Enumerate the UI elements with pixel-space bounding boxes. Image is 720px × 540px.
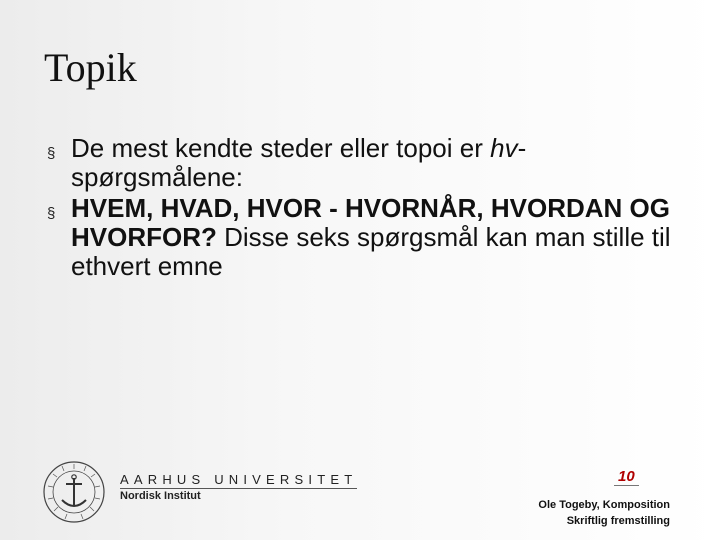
- author-line: Ole Togeby, Komposition: [538, 499, 670, 511]
- bullet-bold-text: HVEM, HVAD, HVOR - HVORNÅR, HVORDAN OG HVORFOR?: [71, 193, 670, 252]
- bullet-item: [46, 194, 686, 281]
- bullet-marker: §: [47, 145, 56, 162]
- university-block: [120, 472, 357, 502]
- author-credit: [538, 497, 670, 529]
- university-seal-icon: [42, 456, 122, 528]
- subtitle-line: Skriftlig fremstilling: [566, 515, 670, 527]
- bullet-text: De mest kendte steder eller topoi er: [71, 133, 491, 163]
- bullet-text-continued: -spørgsmålene:: [71, 133, 527, 192]
- university-name: AARHUS UNIVERSITET: [120, 472, 358, 487]
- bullet-text-continued: Disse seks spørgsmål kan man stille til ethvert emne: [71, 222, 671, 281]
- bullet-marker: §: [47, 205, 56, 222]
- bullet-italic-text: hv: [490, 133, 518, 163]
- bullet-list: [46, 134, 686, 283]
- institute-name: Nordisk Institut: [120, 490, 201, 502]
- page-number: 10: [614, 468, 639, 486]
- slide-title: Topik: [44, 45, 137, 90]
- bullet-item: [46, 134, 686, 192]
